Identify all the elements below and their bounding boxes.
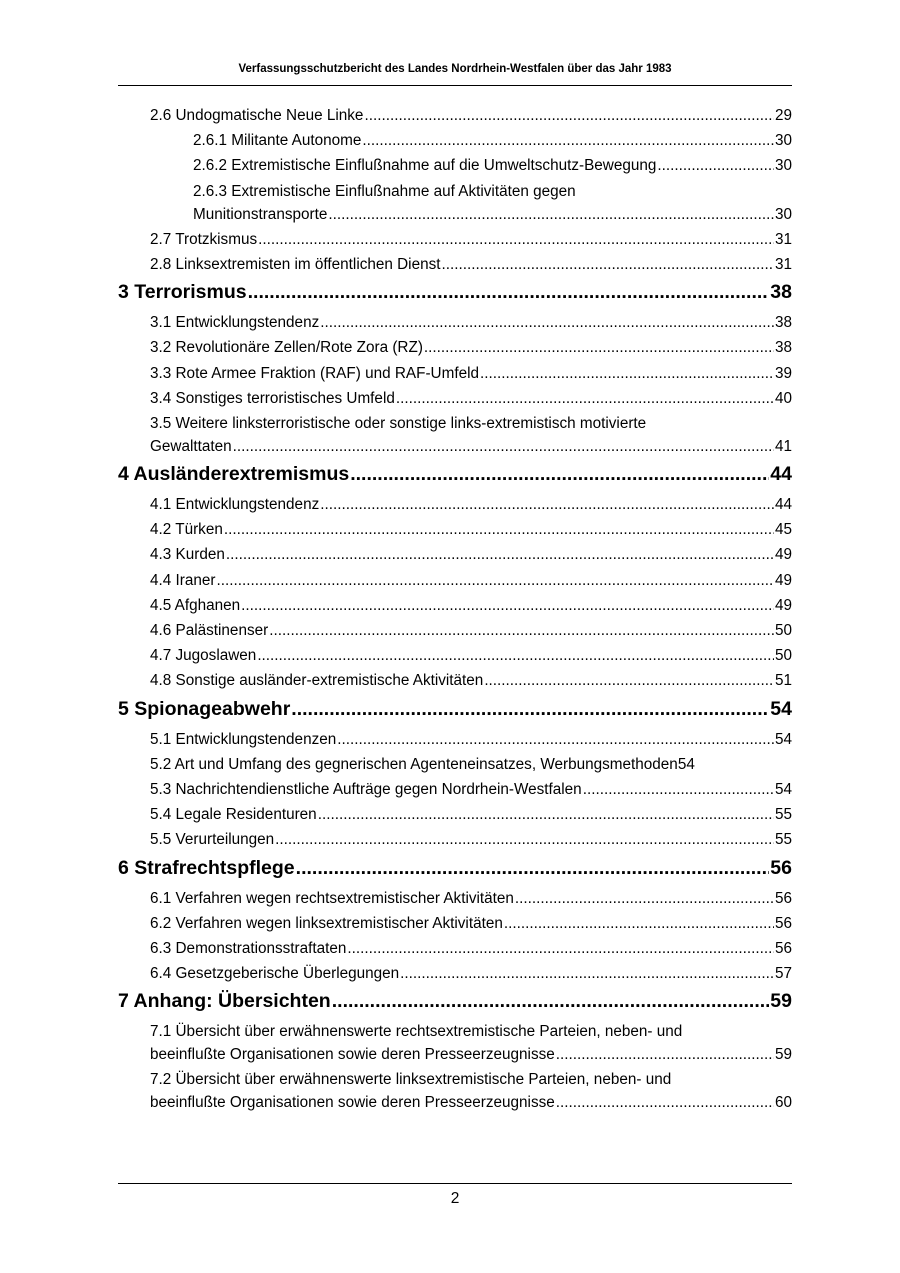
toc-entry[interactable] bbox=[118, 104, 792, 127]
toc-entry[interactable] bbox=[118, 1020, 792, 1066]
toc-page-number: 38 bbox=[770, 281, 792, 304]
dot-leader bbox=[224, 518, 774, 541]
footer-rule bbox=[118, 1183, 792, 1184]
dot-leader bbox=[241, 594, 774, 617]
toc-entry[interactable] bbox=[118, 387, 792, 410]
toc-page-number: 59 bbox=[770, 990, 792, 1013]
toc-page-number: 57 bbox=[774, 965, 792, 983]
toc-page-number: 41 bbox=[774, 437, 792, 455]
toc-page-number: 44 bbox=[774, 496, 792, 514]
toc-entry-title-continued: beeinflußte Organisationen sowie deren Presseerzeugnisse bbox=[150, 1046, 555, 1064]
toc-entry[interactable] bbox=[118, 594, 792, 617]
toc-page-number: 30 bbox=[774, 157, 792, 175]
dot-leader bbox=[396, 387, 774, 410]
toc-entry-title: 2.8 Linksextremisten im öffentlichen Dienst bbox=[150, 255, 441, 273]
dot-leader bbox=[556, 1043, 774, 1066]
toc-entry-title: 4.2 Türken bbox=[150, 521, 223, 539]
toc-entry-title: 4 Ausländerextremismus bbox=[118, 463, 350, 486]
toc-entry[interactable] bbox=[118, 180, 792, 226]
dot-leader bbox=[484, 669, 774, 692]
toc-entry[interactable] bbox=[118, 311, 792, 334]
toc-page-number: 49 bbox=[774, 546, 792, 564]
toc-entry[interactable] bbox=[118, 753, 792, 776]
dot-leader bbox=[364, 104, 774, 127]
toc-entry-title: 4.8 Sonstige ausländer-extremistische Aktivitäten bbox=[150, 672, 484, 690]
toc-entry-title: 3 Terrorismus bbox=[118, 281, 247, 304]
toc-entry[interactable] bbox=[118, 912, 792, 935]
dot-leader bbox=[337, 728, 774, 751]
toc-entry-title: 7 Anhang: Übersichten bbox=[118, 990, 331, 1013]
toc-entry-title: 4.4 Iraner bbox=[150, 571, 216, 589]
dot-leader bbox=[216, 569, 774, 592]
toc-entry-title: 4.7 Jugoslawen bbox=[150, 647, 257, 665]
dot-leader bbox=[320, 311, 774, 334]
dot-leader bbox=[257, 644, 774, 667]
toc-entry[interactable] bbox=[118, 129, 792, 152]
dot-leader bbox=[347, 937, 774, 960]
dot-leader bbox=[328, 203, 774, 226]
toc-entry-title: 6.2 Verfahren wegen linksextremistischer Aktivitäten bbox=[150, 914, 503, 932]
toc-entry[interactable] bbox=[118, 253, 792, 276]
toc-entry[interactable] bbox=[118, 1068, 792, 1114]
toc-page-number: 38 bbox=[774, 339, 792, 357]
toc-entry-title-continued: Munitionstransporte bbox=[193, 205, 328, 223]
toc-entry[interactable] bbox=[118, 778, 792, 801]
dot-leader bbox=[275, 828, 774, 851]
toc-entry-title-continued: beeinflußte Organisationen sowie deren Presseerzeugnisse bbox=[150, 1094, 555, 1112]
toc-entry[interactable] bbox=[118, 518, 792, 541]
dot-leader bbox=[291, 695, 769, 724]
dot-leader bbox=[332, 987, 770, 1016]
toc-entry-title: 2.6.1 Militante Autonome bbox=[193, 132, 362, 150]
dot-leader bbox=[583, 778, 774, 801]
toc-page-number: 60 bbox=[774, 1094, 792, 1112]
toc-page-number: 30 bbox=[774, 205, 792, 223]
toc-entry-title: 3.5 Weitere linksterroristische oder sonstige links-extremistisch motivierte bbox=[150, 414, 647, 432]
toc-entry-title: 7.1 Übersicht über erwähnenswerte rechtsextremistische Parteien, neben- und bbox=[150, 1023, 683, 1041]
toc-entry[interactable] bbox=[118, 412, 792, 458]
toc-page-number: 30 bbox=[774, 132, 792, 150]
toc-page-number: 44 bbox=[770, 463, 792, 486]
toc-chapter[interactable] bbox=[118, 695, 792, 724]
toc-entry-title: 4.5 Afghanen bbox=[150, 596, 241, 614]
toc-entry[interactable] bbox=[118, 619, 792, 642]
toc-page-number: 54 bbox=[774, 730, 792, 748]
dot-leader bbox=[657, 154, 774, 177]
toc-page-number: 45 bbox=[774, 521, 792, 539]
toc-entry-title: 4.1 Entwicklungstendenz bbox=[150, 496, 320, 514]
toc-entry[interactable] bbox=[118, 154, 792, 177]
toc-entry-title: 3.2 Revolutionäre Zellen/Rote Zora (RZ) bbox=[150, 339, 423, 357]
toc-page-number: 56 bbox=[774, 914, 792, 932]
dot-leader bbox=[269, 619, 774, 642]
toc-entry[interactable] bbox=[118, 828, 792, 851]
toc-entry-title: 2.6 Undogmatische Neue Linke bbox=[150, 107, 364, 124]
toc-entry-title: 7.2 Übersicht über erwähnenswerte linksextremistische Parteien, neben- und bbox=[150, 1071, 672, 1089]
toc-page-number: 54 bbox=[770, 697, 792, 720]
toc-entry-title: 6.1 Verfahren wegen rechtsextremistischer Aktivitäten bbox=[150, 889, 514, 907]
toc-page-number: 39 bbox=[774, 364, 792, 382]
page-number: 2 bbox=[450, 1190, 460, 1207]
page-header: Verfassungsschutzbericht des Landes Nordrhein-Westfalen über das Jahr 1983 bbox=[238, 63, 672, 75]
toc-page-number: 56 bbox=[774, 939, 792, 957]
toc-page-number: 38 bbox=[774, 314, 792, 332]
toc-entry-title: 5.1 Entwicklungstendenzen bbox=[150, 730, 337, 748]
toc-entry[interactable] bbox=[118, 937, 792, 960]
toc-chapter[interactable] bbox=[118, 278, 792, 307]
dot-leader bbox=[424, 336, 774, 359]
toc-entry-title: 4.3 Kurden bbox=[150, 546, 225, 564]
toc-page-number: 49 bbox=[774, 571, 792, 589]
toc-entry-title: 3.3 Rote Armee Fraktion (RAF) und RAF-Umfeld bbox=[150, 364, 479, 382]
toc-page-number: 31 bbox=[774, 255, 792, 273]
toc-entry[interactable] bbox=[118, 962, 792, 985]
toc-entry-title: 6.4 Gesetzgeberische Überlegungen bbox=[150, 965, 400, 983]
dot-leader bbox=[504, 912, 774, 935]
dot-leader bbox=[515, 887, 774, 910]
toc-page-number: 54 bbox=[774, 780, 792, 798]
toc-entry-title: 4.6 Palästinenser bbox=[150, 622, 269, 639]
dot-leader bbox=[556, 1091, 774, 1114]
toc-entry-title: 3.1 Entwicklungstendenz bbox=[150, 314, 320, 332]
toc-page-number: 56 bbox=[774, 889, 792, 907]
toc-entry-title: 3.4 Sonstiges terroristisches Umfeld bbox=[150, 389, 395, 407]
toc-entry-title: 5.3 Nachrichtendienstliche Aufträge gegen Nordrhein-Westfalen bbox=[150, 780, 582, 798]
toc-entry-title: 5.2 Art und Umfang des gegnerischen Agenteneinsatzes, Werbungsmethoden bbox=[150, 755, 678, 773]
toc-entry[interactable] bbox=[118, 362, 792, 385]
dot-leader bbox=[226, 543, 774, 566]
toc-page-number: 55 bbox=[774, 831, 792, 849]
dot-leader bbox=[258, 228, 774, 251]
toc-page-number: 49 bbox=[774, 596, 792, 614]
toc-entry-title: 2.7 Trotzkismus bbox=[150, 230, 258, 248]
toc-page-number: 56 bbox=[770, 856, 792, 879]
toc-entry[interactable] bbox=[118, 728, 792, 751]
toc-entry-title: 6 Strafrechtspflege bbox=[118, 856, 295, 879]
toc-page-number: 50 bbox=[774, 647, 792, 665]
toc-chapter[interactable] bbox=[118, 460, 792, 489]
toc-entry-title: 5 Spionageabwehr bbox=[118, 697, 291, 720]
dot-leader bbox=[320, 493, 774, 516]
dot-leader bbox=[233, 435, 774, 458]
toc-entry[interactable] bbox=[118, 228, 792, 251]
dot-leader bbox=[296, 854, 770, 883]
toc-entry[interactable] bbox=[118, 644, 792, 667]
toc-chapter[interactable] bbox=[118, 854, 792, 883]
toc-page-number: 55 bbox=[774, 806, 792, 824]
toc-page-number: 40 bbox=[774, 389, 792, 407]
toc-page-number: 59 bbox=[774, 1046, 792, 1064]
toc-entry-title: 2.6.3 Extremistische Einflußnahme auf Aktivitäten gegen bbox=[193, 182, 576, 200]
toc-entry-title: 2.6.2 Extremistische Einflußnahme auf die Umweltschutz-Bewegung bbox=[193, 157, 657, 175]
dot-leader bbox=[350, 460, 769, 489]
toc-chapter[interactable] bbox=[118, 987, 792, 1016]
toc-entry-title: 6.3 Demonstrationsstraftaten bbox=[150, 939, 347, 957]
dot-leader bbox=[362, 129, 774, 152]
dot-leader bbox=[442, 253, 774, 276]
toc-entry[interactable] bbox=[118, 493, 792, 516]
toc-entry-title: 5.4 Legale Residenturen bbox=[150, 806, 317, 824]
toc-page-number: 54 bbox=[677, 755, 695, 773]
header-rule bbox=[118, 85, 792, 86]
toc-entry[interactable] bbox=[118, 669, 792, 692]
dot-leader bbox=[248, 278, 770, 307]
toc-page-number: 51 bbox=[774, 672, 792, 690]
toc-entry[interactable] bbox=[118, 887, 792, 910]
toc-page-number: 50 bbox=[774, 622, 792, 639]
dot-leader bbox=[480, 362, 774, 385]
toc-page-number: 29 bbox=[774, 107, 792, 124]
toc-entry-title-continued: Gewalttaten bbox=[150, 437, 232, 455]
toc-page-number: 31 bbox=[774, 230, 792, 248]
table-of-contents bbox=[118, 104, 792, 1117]
toc-entry[interactable] bbox=[118, 803, 792, 826]
dot-leader bbox=[318, 803, 774, 826]
toc-entry[interactable] bbox=[118, 569, 792, 592]
dot-leader bbox=[400, 962, 774, 985]
toc-entry[interactable] bbox=[118, 543, 792, 566]
toc-entry[interactable] bbox=[118, 336, 792, 359]
toc-entry-title: 5.5 Verurteilungen bbox=[150, 831, 275, 849]
